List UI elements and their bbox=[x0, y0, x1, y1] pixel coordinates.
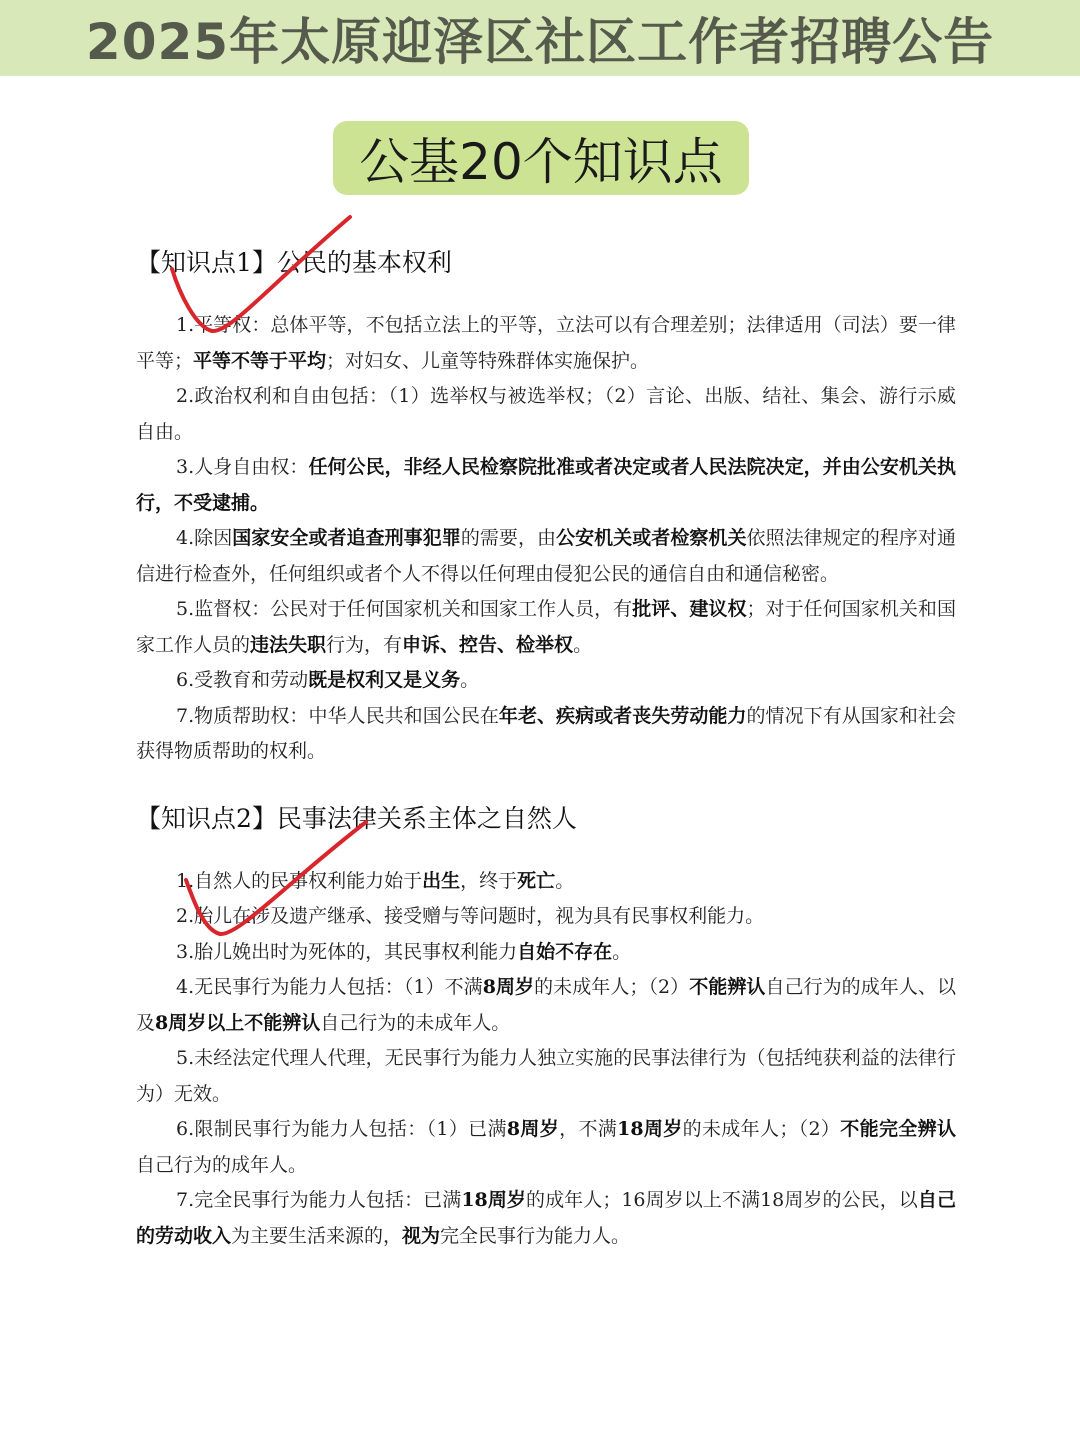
section-items bbox=[136, 308, 956, 770]
list-item: 5.未经法定代理人代理，无民事行为能力人独立实施的民事法律行为（包括纯获利益的法律行为）无效。 bbox=[136, 1047, 956, 1105]
section-title: 【知识点2】民事法律关系主体之自然人 bbox=[136, 803, 577, 833]
list-item: 6.受教育和劳动既是权利又是义务。 bbox=[176, 669, 480, 691]
list-item: 3.人身自由权：任何公民，非经人民检察院批准或者决定或者人民法院决定，并由公安机关执行，不受逮捕。 bbox=[136, 456, 956, 514]
list-item: 2.胎儿在涉及遗产继承、接受赠与等问题时，视为具有民事权利能力。 bbox=[176, 905, 765, 927]
section-title: 【知识点1】公民的基本权利 bbox=[136, 248, 452, 277]
section-1 bbox=[136, 240, 956, 770]
page-title: 2025年太原迎泽区社区工作者招聘公告 bbox=[85, 13, 995, 71]
section-items bbox=[136, 864, 956, 1255]
list-item: 1.自然人的民事权利能力始于出生，终于死亡。 bbox=[176, 869, 575, 892]
section-2 bbox=[136, 796, 956, 1255]
list-item: 1.平等权：总体平等，不包括立法上的平等，立法可以有合理差别；法律适用（司法）要一律平等；平等不等于平均；对妇女、儿童等特殊群体实施保护。 bbox=[136, 314, 956, 372]
list-item: 7.完全民事行为能力人包括：已满18周岁的成年人；16周岁以上不满18周岁的公民，以自己的劳动收入为主要生活来源的，视为完全民事行为能力人。 bbox=[136, 1189, 956, 1247]
list-item: 3.胎儿娩出时为死体的，其民事权利能力自始不存在。 bbox=[176, 940, 632, 963]
list-item: 6.限制民事行为能力人包括：（1）已满8周岁，不满18周岁的未成年人；（2）不能完全辨认自己行为的成年人。 bbox=[136, 1118, 956, 1176]
list-item: 5.监督权：公民对于任何国家机关和国家工作人员，有批评、建议权；对于任何国家机关和国家工作人员的违法失职行为，有申诉、控告、检举权。 bbox=[136, 598, 956, 656]
list-item: 4.除因国家安全或者追查刑事犯罪的需要，由公安机关或者检察机关依照法律规定的程序对通信进行检查外，任何组织或者个人不得以任何理由侵犯公民的通信自由和通信秘密。 bbox=[136, 527, 956, 585]
subtitle: 公基20个知识点 bbox=[359, 133, 723, 191]
subtitle-pill bbox=[333, 121, 749, 195]
list-item: 7.物质帮助权：中华人民共和国公民在年老、疾病或者丧失劳动能力的情况下有从国家和社会获得物质帮助的权利。 bbox=[136, 704, 956, 762]
list-item: 2.政治权利和自由包括：（1）选举权与被选举权；（2）言论、出版、结社、集会、游行示威自由。 bbox=[136, 385, 956, 443]
header-banner bbox=[0, 0, 1080, 76]
content bbox=[136, 240, 956, 1254]
list-item: 4.无民事行为能力人包括：（1）不满8周岁的未成年人；（2）不能辨认自己行为的成年人、以及8周岁以上不能辨认自己行为的未成年人。 bbox=[136, 976, 956, 1034]
